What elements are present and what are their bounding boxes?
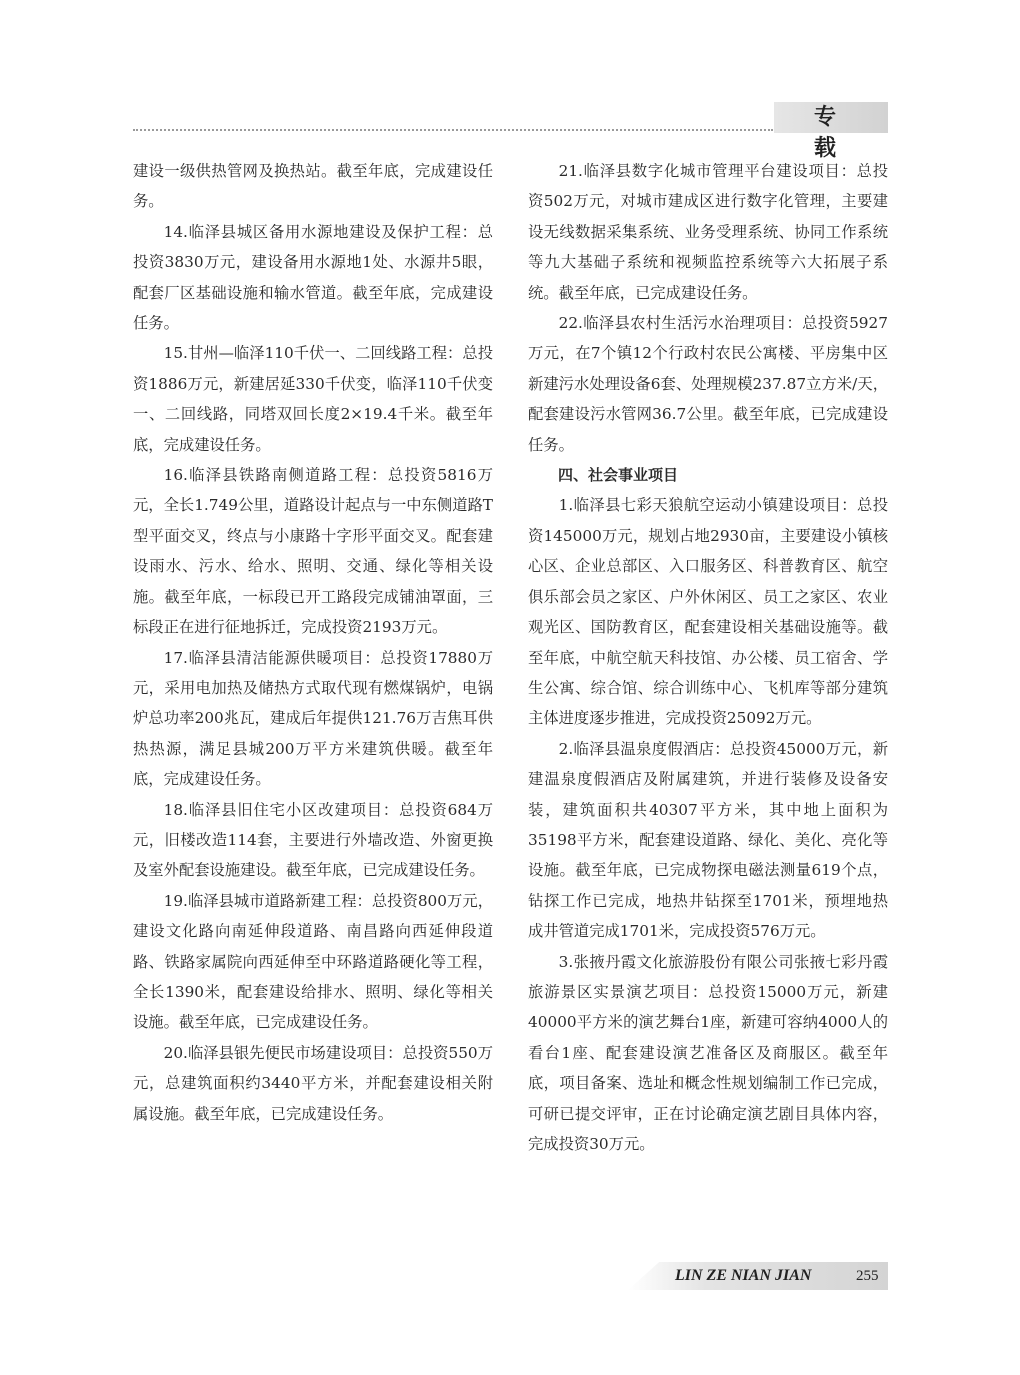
paragraph: 14.临泽县城区备用水源地建设及保护工程：总投资3830万元，建设备用水源地1处、水源井5眼，配套厂区基础设施和输水管道。截至年底，完成建设任务。 [133,222,493,333]
paragraph: 1.临泽县七彩天狼航空运动小镇建设项目：总投资145000万元，规划占地2930亩，主要建设小镇核心区、企业总部区、入口服务区、科普教育区、航空俱乐部会员之家区、户外休闲区、员工之家区、农业观光区、国防教育区，配套建设相关基础设施等。截至年底，中航空航天科技馆、办公楼、员工宿舍、学生公寓、综合馆、综合训练中心、飞机库等部分建筑主体进度逐步推进，完成投资25092万元。 [528,496,888,728]
right-column [528,156,888,1159]
paragraph: 22.临泽县农村生活污水治理项目：总投资5927万元，在7个镇12个行政村农民公寓楼、平房集中区新建污水处理设备6套、处理规模237.87立方米/天，配套建设污水管网36.7公里。截至年底，已完成建设任务。 [528,314,888,454]
journal-title: LIN ZE NIAN JIAN [675,1267,812,1284]
paragraph: 17.临泽县清洁能源供暖项目：总投资17880万元，采用电加热及储热方式取代现有燃煤锅炉，电锅炉总功率200兆瓦，建成后年提供121.76万吉焦耳供热热源，满足县城200万平方米建筑供暖。截至年底，完成建设任务。 [133,648,493,789]
section-tab: 专 载 [774,102,888,133]
section-heading: 四、社会事业项目 [558,466,679,485]
paragraph: 21.临泽县数字化城市管理平台建设项目：总投资502万元，对城市建成区进行数字化管理，主要建设无线数据采集系统、业务受理系统、协同工作系统等九大基础子系统和视频监控系统等六大拓展子系统。截至年底，已完成建设任务。 [528,162,888,302]
paragraph: 15.甘州—临泽110千伏一、二回线路工程：总投资1886万元，新建居延330千伏变，临泽110千伏变一、二回线路，同塔双回长度2×19.4千米。截至年底，完成建设任务。 [133,344,493,454]
paragraph: 2.临泽县温泉度假酒店：总投资45000万元，新建温泉度假酒店及附属建筑，并进行装修及设备安装，建筑面积共40307平方米，其中地上面积为35198平方米，配套建设道路、绿化、美化、亮化等设施。截至年底，已完成物探电磁法测量619个点，钻探工作已完成，地热井钻探至1701米，预埋地热成井管道完成1701米，完成投资576万元。 [528,739,888,941]
paragraph: 3.张掖丹霞文化旅游股份有限公司张掖七彩丹霞旅游景区实景演艺项目：总投资15000万元，新建40000平方米的演艺舞台1座，新建可容纳4000人的看台1座、配套建设演艺准备区及商服区。截至年底，项目备案、选址和概念性规划编制工作已完成，可研已提交评审，正在讨论确定演艺剧目具体内容，完成投资30万元。 [528,952,888,1153]
left-column [133,156,493,1129]
paragraph: 16.临泽县铁路南侧道路工程：总投资5816万元，全长1.749公里，道路设计起点与一中东侧道路T型平面交叉，终点与小康路十字形平面交叉。配套建设雨水、污水、给水、照明、交通、绿化等相关设施。截至年底，一标段已开工路段完成铺油罩面，三标段正在进行征地拆迁，完成投资2193万元。 [133,466,493,637]
paragraph: 19.临泽县城市道路新建工程：总投资800万元，建设文化路向南延伸段道路、南昌路向西延伸段道路、铁路家属院向西延伸至中环路道路硬化等工程，全长1390米，配套建设给排水、照明、绿化等相关设施。截至年底，已完成建设任务。 [133,891,493,1032]
page-number: 255 [856,1268,879,1284]
paragraph: 18.临泽县旧住宅小区改建项目：总投资684万元，旧楼改造114套，主要进行外墙改造、外窗更换及室外配套设施建设。截至年底，已完成建设任务。 [133,800,493,880]
header-dotted-rule [133,129,773,131]
paragraph: 建设一级供热管网及换热站。截至年底，完成建设任务。 [133,162,493,211]
paragraph: 20.临泽县银先便民市场建设项目：总投资550万元，总建筑面积约3440平方米，并配套建设相关附属设施。截至年底，已完成建设任务。 [133,1043,493,1123]
